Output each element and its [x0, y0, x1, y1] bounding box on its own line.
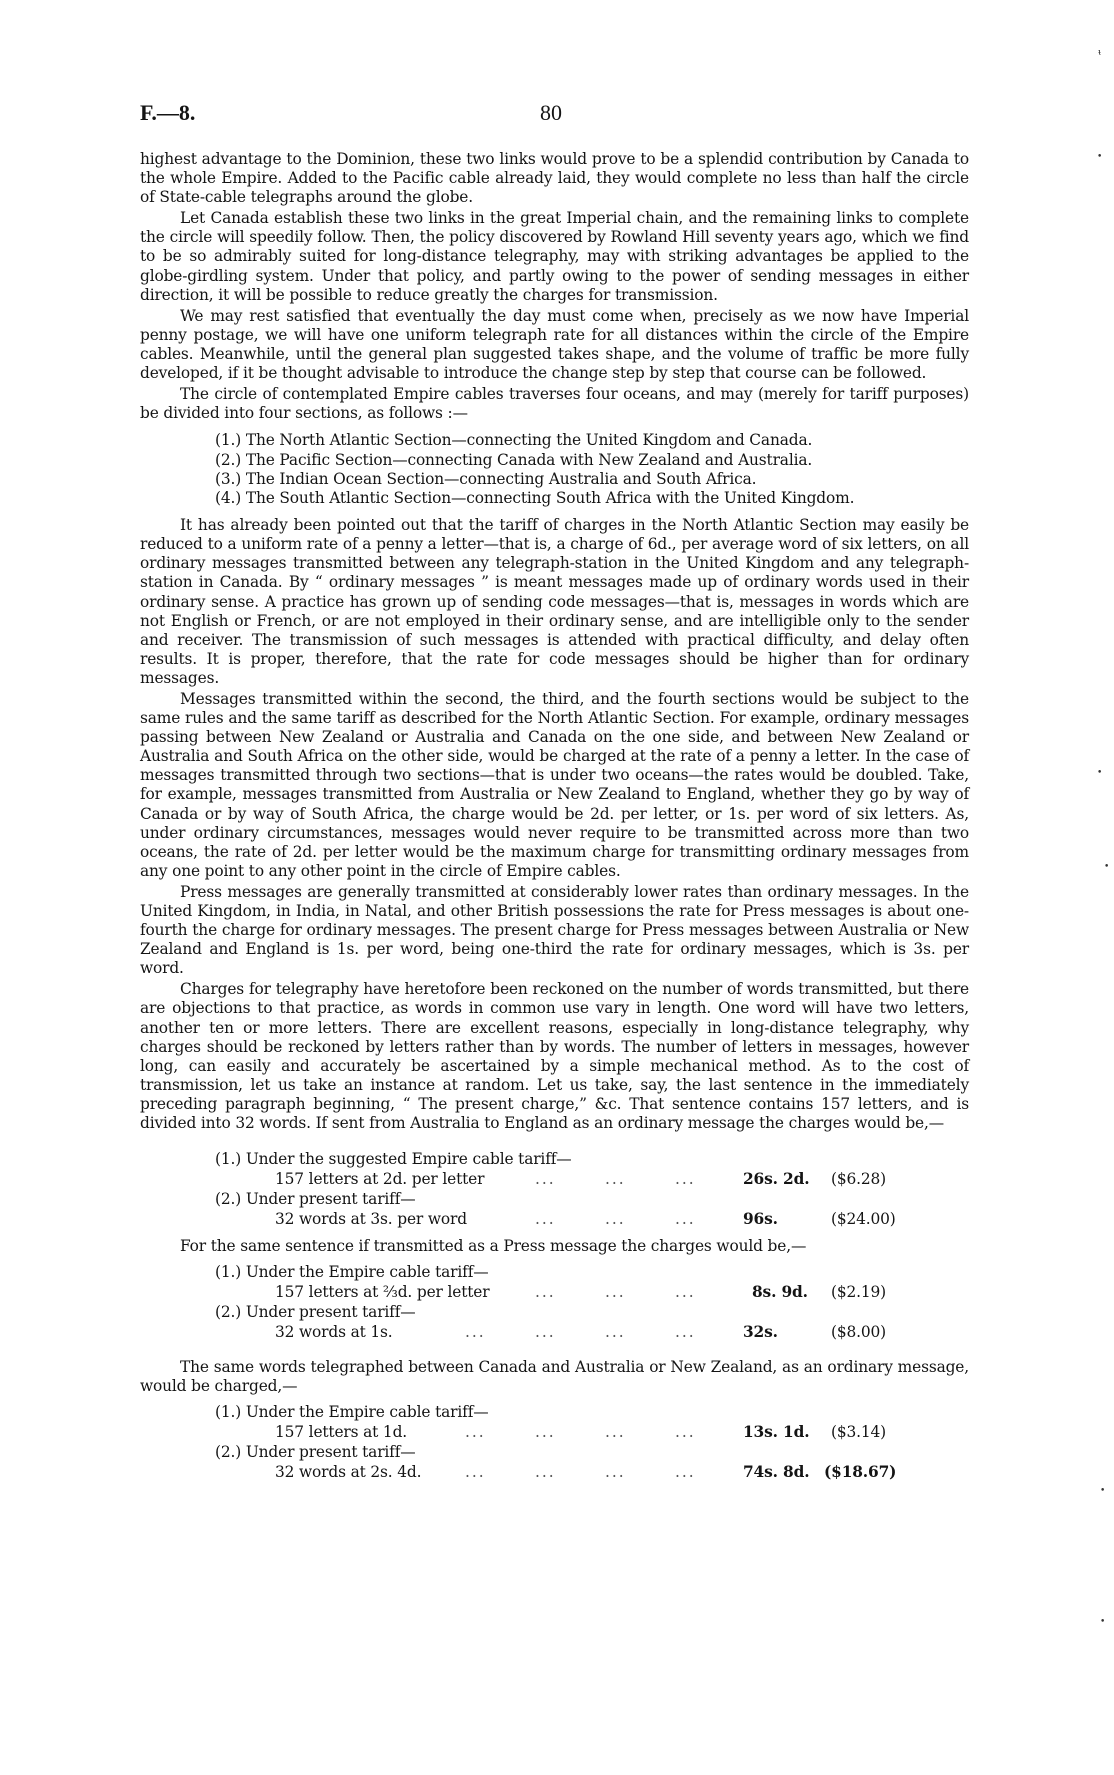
leader-dots: ... [675, 1463, 696, 1482]
leader-dots: ... [675, 1283, 696, 1302]
sterling-amount: 26s. 2d. [743, 1170, 810, 1189]
section-item: (1.) The North Atlantic Section—connecting the United Kingdom and Canada. [215, 431, 813, 450]
tariff-detail: 32 words at 3s. per word [275, 1210, 467, 1229]
leader-dots: ... [605, 1283, 626, 1302]
leader-dots: ... [675, 1210, 696, 1229]
sterling-amount: 96s. [743, 1210, 778, 1229]
margin-mark: • [1097, 152, 1103, 162]
paragraph: For the same sentence if transmitted as a Press message the charges would be,— [180, 1237, 807, 1256]
leader-dots: ... [605, 1210, 626, 1229]
tariff-detail: 157 letters at 2d. per letter [275, 1170, 485, 1189]
leader-dots: ... [535, 1210, 556, 1229]
paragraph: Press messages are generally transmitted at considerably lower rates than ordinary messages. In the United Kingdom, in India, in Natal, and other British possessions the rate for Press messages is about one-fourth the charge for ordinary messages. The present charge for Press messages between Australia or New Zealand and England is 1s. per word, being one-third the rate for ordinary messages, which is 3s. per word. [140, 882, 969, 978]
tariff-heading: (2.) Under present tariff— [215, 1443, 416, 1462]
margin-mark: ᵼ [1098, 48, 1102, 58]
paragraph: It has already been pointed out that the tariff of charges in the North Atlantic Section may easily be reduced to a uniform rate of a penny a letter—that is, a charge of 6d., per average word of six letters, on all ordinary messages transmitted between any telegraph-station in the United Kingdom and any telegraph-station in Canada. By “ ordinary messages ” is meant messages made up of ordinary words used in their ordinary sense. A practice has grown up of sending code messages—that is, messages in words which are not English or French, or are not employed in their ordinary sense, and are intelligible only to the sender and receiver. The transmission of such messages is attended with practical difficulty, and delay often results. It is proper, therefore, that the rate for code messages should be higher than for ordinary messages. [140, 516, 969, 687]
sterling-amount: 13s. 1d. [743, 1423, 810, 1442]
leader-dots: ... [535, 1170, 556, 1189]
document-reference: F.—8. [140, 100, 196, 125]
margin-mark: • [1097, 768, 1103, 778]
dollar-amount: ($3.14) [831, 1423, 887, 1442]
leader-dots: ... [675, 1170, 696, 1189]
leader-dots: ... [535, 1423, 556, 1442]
margin-mark: • [1100, 1486, 1106, 1496]
paragraph: Charges for telegraphy have heretofore been reckoned on the number of words transmitted, but there are objections to that practice, as words in common use vary in length. One word will have two letters, another ten or more letters. There are excellent reasons, especially in long-distance telegraphy, why charges should be reckoned by letters rather than by words. The number of letters in messages, however long, can easily and accurately be ascertained by a simple mechanical method. As to the cost of transmission, let us take an instance at random. Let us take, say, the last sentence in the immediately preceding paragraph beginning, “ The present charge,” &c. That sentence contains 157 letters, and is divided into 32 words. If sent from Australia to England as an ordinary message the charges would be,— [140, 980, 969, 1133]
tariff-detail: 157 letters at 1d. [275, 1423, 408, 1442]
paragraph: We may rest satisfied that eventually the day must come when, precisely as we now have Imperial penny postage, we will have one uniform telegraph rate for all distances within the circle of the Empire cables. Meanwhile, until the general plan suggested takes shape, and the volume of traffic be more fully developed, if it be thought advisable to introduce the change step by step that course can be followed. [140, 306, 969, 383]
dollar-amount: ($18.67) [824, 1463, 897, 1482]
leader-dots: ... [535, 1283, 556, 1302]
tariff-heading: (2.) Under present tariff— [215, 1190, 416, 1209]
paragraph: Let Canada establish these two links in the great Imperial chain, and the remaining links to complete the circle will speedily follow. Then, the policy discovered by Rowland Hill seventy years ago, which we find to be so admirably suited for long-distance telegraphy, may with striking advantages be applied to the globe-girdling system. Under that policy, and partly owing to the power of sending messages in either direction, it will be possible to reduce greatly the charges for transmission. [140, 209, 969, 304]
leader-dots: ... [535, 1323, 556, 1342]
sterling-amount: 8s. 9d. [752, 1283, 808, 1302]
sterling-amount: 74s. 8d. [743, 1463, 810, 1482]
dollar-amount: ($24.00) [831, 1210, 896, 1229]
paragraph: The same words telegraphed between Canada and Australia or New Zealand, as an ordinary message, would be charged,— [140, 1358, 969, 1396]
tariff-heading: (1.) Under the suggested Empire cable tariff— [215, 1150, 572, 1169]
leader-dots: ... [535, 1463, 556, 1482]
sterling-amount: 32s. [743, 1323, 778, 1342]
leader-dots: ... [675, 1323, 696, 1342]
leader-dots: ... [465, 1423, 486, 1442]
page-number: 80 [540, 100, 562, 125]
page-body [140, 150, 969, 1490]
tariff-heading: (2.) Under present tariff— [215, 1303, 416, 1322]
tariff-detail: 32 words at 2s. 4d. [275, 1463, 422, 1482]
paragraph: highest advantage to the Dominion, these two links would prove to be a splendid contribution by Canada to the whole Empire. Added to the Pacific cable already laid, they would complete no less than half the circle of State-cable telegraphs around the globe. [140, 150, 969, 207]
section-list [140, 431, 969, 508]
margin-mark: • [1100, 1617, 1106, 1627]
charges-table-press [140, 1262, 969, 1342]
tariff-detail: 32 words at 1s. [275, 1323, 393, 1342]
tariff-detail: 157 letters at ⅔d. per letter [275, 1283, 490, 1302]
margin-mark: • [1104, 862, 1110, 872]
tariff-heading: (1.) Under the Empire cable tariff— [215, 1403, 489, 1422]
dollar-amount: ($8.00) [831, 1323, 887, 1342]
leader-dots: ... [605, 1423, 626, 1442]
leader-dots: ... [465, 1323, 486, 1342]
section-item: (3.) The Indian Ocean Section—connecting Australia and South Africa. [215, 469, 757, 488]
leader-dots: ... [605, 1170, 626, 1189]
leader-dots: ... [605, 1463, 626, 1482]
leader-dots: ... [675, 1423, 696, 1442]
charges-table-canada-australia [140, 1402, 969, 1482]
tariff-heading: (1.) Under the Empire cable tariff— [215, 1263, 489, 1282]
section-item: (2.) The Pacific Section—connecting Canada with New Zealand and Australia. [215, 450, 813, 469]
paragraph: The circle of contemplated Empire cables traverses four oceans, and may (merely for tariff purposes) be divided into four sections, as follows :— [140, 385, 969, 423]
dollar-amount: ($6.28) [831, 1170, 887, 1189]
dollar-amount: ($2.19) [831, 1283, 887, 1302]
charges-table-ordinary [140, 1149, 969, 1229]
section-item: (4.) The South Atlantic Section—connecting South Africa with the United Kingdom. [215, 488, 855, 507]
leader-dots: ... [465, 1463, 486, 1482]
paragraph: Messages transmitted within the second, the third, and the fourth sections would be subject to the same rules and the same tariff as described for the North Atlantic Section. For example, ordinary messages passing between New Zealand or Australia and Canada on the one side, and between New Zealand or Australia and South Africa on the other side, would be charged at the rate of a penny a letter. In the case of messages transmitted through two sections—that is under two oceans—the rates would be doubled. Take, for example, messages transmitted from Australia or New Zealand to England, whether they go by way of Canada or by way of South Africa, the charge would be 2d. per letter, or 1s. per word of six letters. As, under ordinary circumstances, messages would never require to be transmitted across more than two oceans, the rate of 2d. per letter would be the maximum charge for transmitting ordinary messages from any one point to any other point in the circle of Empire cables. [140, 689, 969, 880]
leader-dots: ... [605, 1323, 626, 1342]
